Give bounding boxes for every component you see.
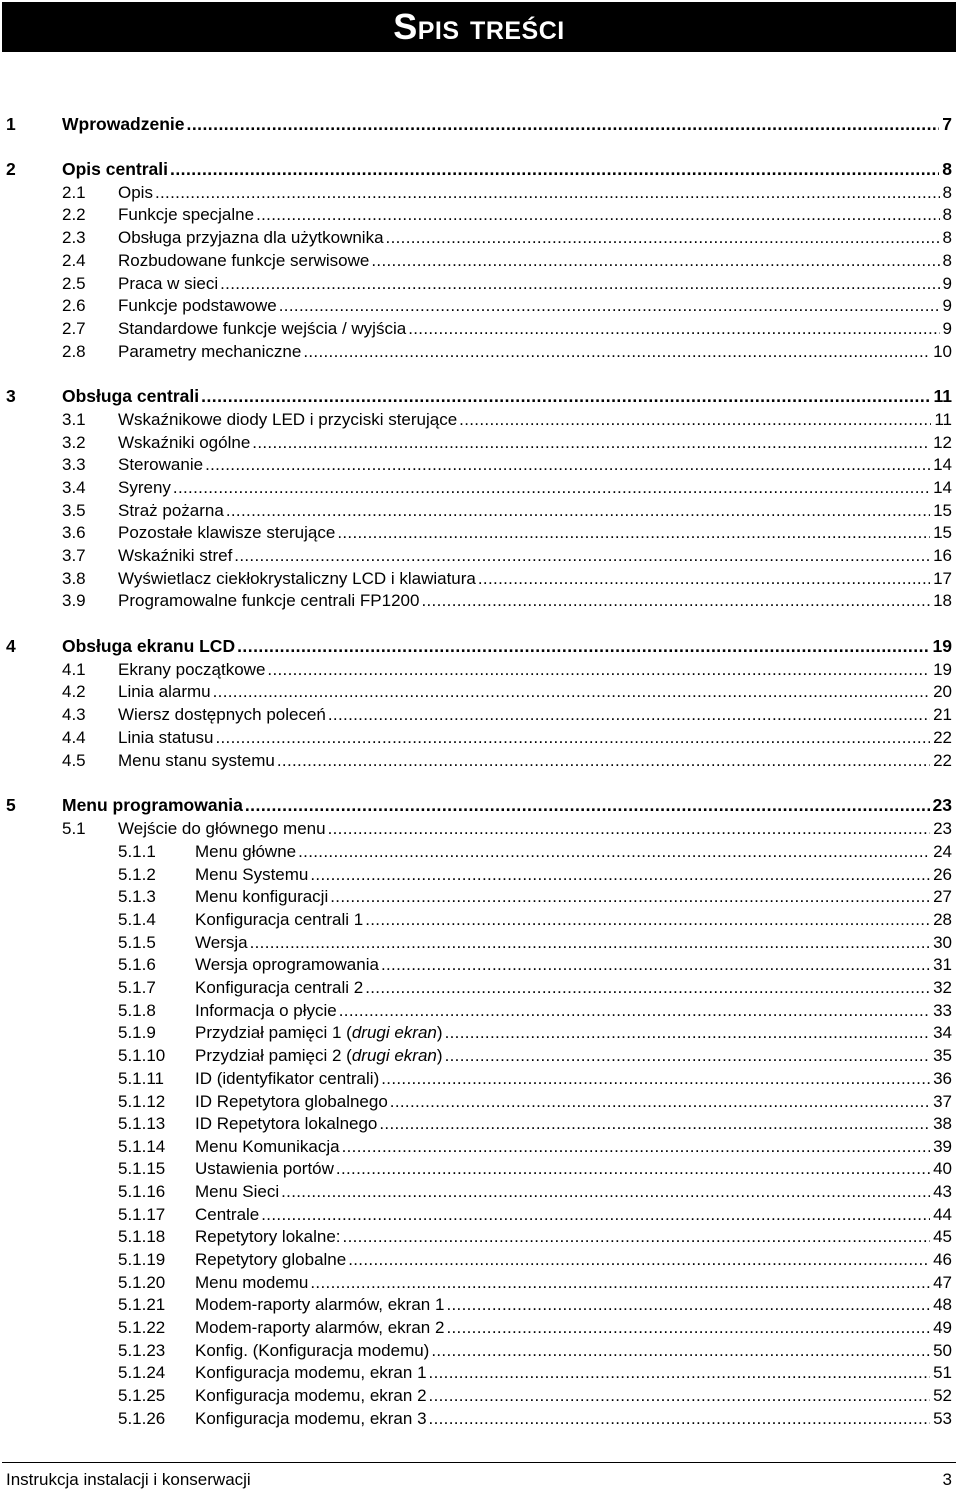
- toc-entry[interactable]: [0, 908, 960, 931]
- toc-entry-number: 2.8: [62, 342, 86, 361]
- toc-entry-page: 8: [942, 183, 952, 202]
- toc-entry-number: 5: [6, 795, 16, 815]
- toc-entry-title: Parametry mechaniczne: [118, 342, 302, 361]
- toc-entry-page: 19: [933, 660, 952, 679]
- toc-entry-title: Funkcje podstawowe: [118, 296, 277, 315]
- toc-dot-leader: [381, 1067, 930, 1090]
- toc-entry[interactable]: [0, 794, 960, 817]
- toc-entry[interactable]: [0, 840, 960, 863]
- toc-entry-number: 5.1.17: [118, 1205, 166, 1224]
- toc-dot-leader: [267, 658, 930, 681]
- toc-entry[interactable]: [0, 1157, 960, 1180]
- toc-dot-leader: [215, 726, 930, 749]
- toc-dot-leader: [336, 1157, 930, 1180]
- toc-entry[interactable]: [0, 589, 960, 612]
- toc-entry-title: Menu Komunikacja: [195, 1137, 340, 1156]
- toc-dot-leader: [220, 272, 939, 295]
- toc-dot-leader: [261, 1203, 930, 1226]
- toc-entry-page: 7: [942, 114, 952, 134]
- toc-entry-page: 18: [933, 591, 952, 610]
- toc-entry[interactable]: [0, 1293, 960, 1316]
- toc-entry-page: 16: [933, 546, 952, 565]
- toc-entry[interactable]: [0, 1271, 960, 1294]
- toc-dot-leader: [445, 1044, 931, 1067]
- toc-entry[interactable]: [0, 1112, 960, 1135]
- toc-dot-leader: [337, 521, 930, 544]
- toc-entry-title: Informacja o płycie: [195, 1001, 337, 1020]
- toc-entry[interactable]: [0, 567, 960, 590]
- toc-dot-leader: [459, 408, 931, 431]
- toc-entry-title: Modem-raporty alarmów, ekran 2: [195, 1318, 445, 1337]
- toc-entry-page: 8: [942, 228, 952, 247]
- toc-dot-leader: [379, 1112, 930, 1135]
- toc-dot-leader: [310, 863, 930, 886]
- toc-entry-number: 2.6: [62, 296, 86, 315]
- toc-entry-page: 15: [933, 523, 952, 542]
- toc-entry-number: 1: [6, 114, 16, 134]
- toc-dot-leader: [371, 249, 939, 272]
- page-title: Spis treści: [393, 6, 565, 47]
- toc-entry-number: 5.1.19: [118, 1250, 166, 1269]
- toc-entry-number: 5.1.8: [118, 1001, 156, 1020]
- toc-entry-page: 43: [933, 1182, 952, 1201]
- toc-dot-leader: [429, 1407, 931, 1430]
- toc-entry[interactable]: [0, 976, 960, 999]
- toc-dot-leader: [478, 567, 930, 590]
- toc-entry-title: Wyświetlacz ciekłokrystaliczny LCD i klawiatura: [118, 569, 476, 588]
- toc-entry-page: 33: [933, 1001, 952, 1020]
- toc-entry-number: 2.7: [62, 319, 86, 338]
- toc-entry-title: Menu Systemu: [195, 865, 309, 884]
- toc-dot-leader: [205, 453, 930, 476]
- toc-entry[interactable]: [0, 1135, 960, 1158]
- toc-entry-page: 22: [933, 751, 952, 770]
- toc-entry-title: Wprowadzenie: [62, 114, 185, 134]
- toc-dot-leader: [250, 931, 930, 954]
- toc-entry[interactable]: [0, 249, 960, 272]
- toc-entry-title: Standardowe funkcje wejścia / wyjścia: [118, 319, 407, 338]
- toc-entry-number: 2.1: [62, 183, 86, 202]
- toc-entry-page: 30: [933, 933, 952, 952]
- toc-entry[interactable]: [0, 726, 960, 749]
- toc-dot-leader: [237, 635, 929, 658]
- toc-entry-page: 50: [933, 1341, 952, 1360]
- toc-entry-number: 5.1.2: [118, 865, 156, 884]
- toc-entry-page: 39: [933, 1137, 952, 1156]
- toc-entry-number: 5.1.4: [118, 910, 156, 929]
- toc-entry-number: 5.1.1: [118, 842, 156, 861]
- toc-entry[interactable]: [0, 999, 960, 1022]
- toc-entry-number: 5.1: [62, 819, 86, 838]
- toc-entry-title: Praca w sieci: [118, 274, 219, 293]
- toc-entry-title: Wejście do głównego menu: [118, 819, 326, 838]
- toc-entry-title: Konfig. (Konfiguracja modemu): [195, 1341, 430, 1360]
- toc-entry-title: Opis centrali: [62, 159, 169, 179]
- toc-entry-page: 9: [942, 274, 952, 293]
- toc-dot-leader: [429, 1384, 931, 1407]
- toc-entry-page: 24: [933, 842, 952, 861]
- toc-entry[interactable]: [0, 113, 960, 136]
- toc-entry-page: 49: [933, 1318, 952, 1337]
- toc-entry-number: 2: [6, 159, 16, 179]
- toc-dot-leader: [342, 1135, 931, 1158]
- toc-dot-leader: [446, 1316, 930, 1339]
- toc-entry[interactable]: [0, 1203, 960, 1226]
- toc-entry-number: 5.1.14: [118, 1137, 166, 1156]
- toc-entry[interactable]: [0, 1090, 960, 1113]
- toc-entry-page: 36: [933, 1069, 952, 1088]
- toc-entry-number: 5.1.18: [118, 1227, 166, 1246]
- toc-entry-number: 3.4: [62, 478, 86, 497]
- toc-entry-page: 46: [933, 1250, 952, 1269]
- toc-dot-leader: [421, 589, 930, 612]
- toc-dot-leader: [365, 976, 930, 999]
- toc-entry-number: 2.5: [62, 274, 86, 293]
- toc-entry-number: 3: [6, 386, 16, 406]
- toc-dot-leader: [348, 1248, 930, 1271]
- toc-dot-leader: [328, 703, 930, 726]
- toc-dot-leader: [256, 203, 939, 226]
- toc-dot-leader: [429, 1361, 931, 1384]
- toc-entry-number: 4.1: [62, 660, 86, 679]
- toc-entry-title: Centrale: [195, 1205, 260, 1224]
- toc-entry-title: Funkcje specjalne: [118, 205, 255, 224]
- toc-entry[interactable]: [0, 1339, 960, 1362]
- toc-entry-title: Rozbudowane funkcje serwisowe: [118, 251, 370, 270]
- toc-entry-title: Menu główne: [195, 842, 297, 861]
- toc-entry-page: 23: [932, 795, 952, 815]
- toc-entry-page: 52: [933, 1386, 952, 1405]
- toc-entry[interactable]: [0, 635, 960, 658]
- toc-entry-number: 4.4: [62, 728, 86, 747]
- toc-dot-leader: [279, 294, 940, 317]
- toc-entry-number: 2.4: [62, 251, 86, 270]
- toc-entry[interactable]: [0, 340, 960, 363]
- toc-entry-page: 31: [933, 955, 952, 974]
- toc-entry-title: Repetytory globalne: [195, 1250, 347, 1269]
- toc-entry-title: ID Repetytora lokalnego: [195, 1114, 378, 1133]
- toc-entry-title: Modem-raporty alarmów, ekran 1: [195, 1295, 445, 1314]
- toc-entry-number: 5.1.9: [118, 1023, 156, 1042]
- toc-entry-number: 4.2: [62, 682, 86, 701]
- toc-dot-leader: [187, 113, 940, 136]
- toc-dot-leader: [234, 544, 930, 567]
- toc-dot-leader: [226, 499, 930, 522]
- toc-entry[interactable]: [0, 658, 960, 681]
- toc-dot-leader: [213, 680, 930, 703]
- toc-entry-title: Konfiguracja centrali 2: [195, 978, 364, 997]
- toc-entry-title: Konfiguracja modemu, ekran 3: [195, 1409, 427, 1428]
- toc-entry-title: Menu konfiguracji: [195, 887, 329, 906]
- toc-entry-number: 5.1.3: [118, 887, 156, 906]
- toc-entry-page: 32: [933, 978, 952, 997]
- toc-dot-leader: [386, 226, 940, 249]
- toc-entry-page: 37: [933, 1092, 952, 1111]
- toc-entry-title: Menu stanu systemu: [118, 751, 275, 770]
- toc-entry-title: Wskaźniki stref: [118, 546, 233, 565]
- toc-entry-page: 22: [933, 728, 952, 747]
- toc-entry-title: Syreny: [118, 478, 171, 497]
- toc-entry[interactable]: [0, 1384, 960, 1407]
- toc-entry-page: 17: [933, 569, 952, 588]
- toc-entry-number: 4.3: [62, 705, 86, 724]
- toc-dot-leader: [445, 1021, 931, 1044]
- toc-entry[interactable]: [0, 453, 960, 476]
- toc-entry-title: Obsługa przyjazna dla użytkownika: [118, 228, 384, 247]
- toc-entry-number: 5.1.6: [118, 955, 156, 974]
- toc-entry-page: 53: [933, 1409, 952, 1428]
- toc-entry[interactable]: [0, 817, 960, 840]
- toc-entry-title: Straż pożarna: [118, 501, 224, 520]
- toc-entry-page: 11: [934, 410, 952, 429]
- toc-entry[interactable]: [0, 226, 960, 249]
- toc-entry-page: 47: [933, 1273, 952, 1292]
- toc-dot-leader: [381, 953, 930, 976]
- toc-dot-leader: [303, 340, 930, 363]
- toc-entry[interactable]: [0, 158, 960, 181]
- toc-entry-title: Wskaźniki ogólne: [118, 433, 251, 452]
- toc-entry-page: 11: [933, 386, 952, 406]
- toc-entry-title: Przydział pamięci 1 (drugi ekran): [195, 1023, 443, 1042]
- toc-dot-leader: [310, 1271, 930, 1294]
- toc-entry[interactable]: [0, 1021, 960, 1044]
- toc-entry-number: 5.1.13: [118, 1114, 166, 1133]
- toc-entry-title: ID Repetytora globalnego: [195, 1092, 388, 1111]
- toc-entry[interactable]: [0, 385, 960, 408]
- toc-entry-page: 20: [933, 682, 952, 701]
- toc-entry[interactable]: [0, 931, 960, 954]
- toc-entry-title: Wersja oprogramowania: [195, 955, 379, 974]
- toc-entry[interactable]: [0, 521, 960, 544]
- toc-entry-title: Obsługa centrali: [62, 386, 200, 406]
- toc-dot-leader: [201, 385, 930, 408]
- toc-entry-number: 3.9: [62, 591, 86, 610]
- toc-entry[interactable]: [0, 476, 960, 499]
- toc-entry-number: 5.1.7: [118, 978, 156, 997]
- toc-entry-title: Menu modemu: [195, 1273, 309, 1292]
- toc-entry-number: 3.6: [62, 523, 86, 542]
- toc-entry-number: 5.1.12: [118, 1092, 166, 1111]
- toc-entry[interactable]: [0, 1180, 960, 1203]
- toc-entry-title: Repetytory lokalne:: [195, 1227, 341, 1246]
- toc-entry-number: 5.1.22: [118, 1318, 166, 1337]
- toc-entry-page: 10: [933, 342, 952, 361]
- toc-entry-page: 21: [933, 705, 952, 724]
- toc-entry-title: Sterowanie: [118, 455, 204, 474]
- toc-entry-page: 28: [933, 910, 952, 929]
- toc-entry[interactable]: [0, 294, 960, 317]
- toc-entry-number: 2.3: [62, 228, 86, 247]
- toc-entry-page: 12: [933, 433, 952, 452]
- toc-entry-number: 3.3: [62, 455, 86, 474]
- toc-entry-number: 5.1.10: [118, 1046, 166, 1065]
- toc-entry-title: Linia alarmu: [118, 682, 211, 701]
- toc-entry-page: 8: [942, 159, 952, 179]
- footer-rule: [2, 1462, 956, 1463]
- toc-entry-title: Menu Sieci: [195, 1182, 280, 1201]
- toc-dot-leader: [281, 1180, 930, 1203]
- toc-entry[interactable]: [0, 1407, 960, 1430]
- toc-entry-number: 5.1.16: [118, 1182, 166, 1201]
- toc-dot-leader: [343, 1225, 931, 1248]
- toc-dot-leader: [298, 840, 930, 863]
- toc-entry-title: Konfiguracja centrali 1: [195, 910, 364, 929]
- toc-entry[interactable]: [0, 317, 960, 340]
- toc-entry-title: ID (identyfikator centrali): [195, 1069, 380, 1088]
- toc-entry[interactable]: [0, 863, 960, 886]
- toc-dot-leader: [173, 476, 930, 499]
- toc-entry-page: 9: [942, 296, 952, 315]
- toc-entry-page: 35: [933, 1046, 952, 1065]
- toc-entry-number: 3.1: [62, 410, 86, 429]
- toc-entry-number: 5.1.24: [118, 1363, 166, 1382]
- toc-entry[interactable]: [0, 203, 960, 226]
- toc-entry-number: 5.1.26: [118, 1409, 166, 1428]
- toc-entry-page: 44: [933, 1205, 952, 1224]
- toc-dot-leader: [155, 181, 940, 204]
- toc-entry-number: 4: [6, 636, 16, 656]
- toc-entry[interactable]: [0, 408, 960, 431]
- toc-entry[interactable]: [0, 499, 960, 522]
- toc-entry[interactable]: [0, 680, 960, 703]
- toc-entry-page: 8: [942, 251, 952, 270]
- toc-entry[interactable]: [0, 1361, 960, 1384]
- toc-entry-title: Programowalne funkcje centrali FP1200: [118, 591, 420, 610]
- toc-entry[interactable]: [0, 544, 960, 567]
- toc-entry-number: 2.2: [62, 205, 86, 224]
- toc-entry-title: Ekrany początkowe: [118, 660, 266, 679]
- toc-entry-page: 40: [933, 1159, 952, 1178]
- toc-dot-leader: [446, 1293, 930, 1316]
- toc-entry-number: 5.1.25: [118, 1386, 166, 1405]
- toc-entry-page: 51: [933, 1363, 952, 1382]
- toc-entry-page: 45: [933, 1227, 952, 1246]
- toc-entry-title: Konfiguracja modemu, ekran 2: [195, 1386, 427, 1405]
- toc-entry-number: 5.1.21: [118, 1295, 166, 1314]
- toc-entry-page: 14: [933, 478, 952, 497]
- footer-document-title: Instrukcja instalacji i konserwacji: [6, 1470, 251, 1489]
- toc-dot-leader: [328, 817, 930, 840]
- toc-entry-number: 5.1.20: [118, 1273, 166, 1292]
- toc-entry-page: 34: [933, 1023, 952, 1042]
- toc-entry-page: 27: [933, 887, 952, 906]
- toc-entry-title: Linia statusu: [118, 728, 214, 747]
- toc-dot-leader: [277, 749, 930, 772]
- toc-entry-number: 5.1.23: [118, 1341, 166, 1360]
- toc-dot-leader: [339, 999, 930, 1022]
- toc-entry-page: 38: [933, 1114, 952, 1133]
- toc-entry-page: 26: [933, 865, 952, 884]
- toc-entry-title: Wskaźnikowe diody LED i przyciski sterujące: [118, 410, 458, 429]
- toc-entry[interactable]: [0, 181, 960, 204]
- toc-entry-number: 3.7: [62, 546, 86, 565]
- toc-entry-number: 3.2: [62, 433, 86, 452]
- toc-dot-leader: [365, 908, 930, 931]
- footer-page-number: 3: [942, 1470, 952, 1489]
- toc-entry-title: Ustawienia portów: [195, 1159, 334, 1178]
- toc-entry-page: 8: [942, 205, 952, 224]
- toc-entry[interactable]: [0, 272, 960, 295]
- toc-entry-page: 14: [933, 455, 952, 474]
- toc-entry-title: Konfiguracja modemu, ekran 1: [195, 1363, 427, 1382]
- toc-entry-number: 4.5: [62, 751, 86, 770]
- toc-entry[interactable]: [0, 1067, 960, 1090]
- toc-entry-number: 5.1.11: [118, 1069, 165, 1088]
- toc-dot-leader: [170, 158, 939, 181]
- toc-entry[interactable]: [0, 1225, 960, 1248]
- toc-entry[interactable]: [0, 703, 960, 726]
- toc-entry[interactable]: [0, 431, 960, 454]
- toc-entry-title: Obsługa ekranu LCD: [62, 636, 236, 656]
- toc-entry-title: Opis: [118, 183, 153, 202]
- toc-entry-page: 23: [933, 819, 952, 838]
- toc-entry-number: 3.5: [62, 501, 86, 520]
- toc-dot-leader: [245, 794, 930, 817]
- toc-entry[interactable]: [0, 749, 960, 772]
- toc-entry-number: 5.1.5: [118, 933, 156, 952]
- toc-entry[interactable]: [0, 1044, 960, 1067]
- toc-entry-title: Menu programowania: [62, 795, 243, 815]
- toc-entry-title: Wiersz dostępnych poleceń: [118, 705, 326, 724]
- toc-dot-leader: [408, 317, 939, 340]
- toc-dot-leader: [390, 1090, 930, 1113]
- toc-entry[interactable]: [0, 1316, 960, 1339]
- toc-dot-leader: [252, 431, 930, 454]
- toc-entry-number: 3.8: [62, 569, 86, 588]
- toc-dot-leader: [330, 885, 930, 908]
- toc-entry[interactable]: [0, 953, 960, 976]
- toc-entry-title: Pozostałe klawisze sterujące: [118, 523, 336, 542]
- toc-entry-number: 5.1.15: [118, 1159, 166, 1178]
- toc-entry-title: Wersja: [195, 933, 248, 952]
- title-banner: [2, 2, 956, 52]
- toc-entry-title: Przydział pamięci 2 (drugi ekran): [195, 1046, 443, 1065]
- toc-entry-page: 48: [933, 1295, 952, 1314]
- toc-entry-page: 9: [942, 319, 952, 338]
- toc-entry[interactable]: [0, 885, 960, 908]
- toc-entry[interactable]: [0, 1248, 960, 1271]
- toc-entry-page: 15: [933, 501, 952, 520]
- toc-entry-page: 19: [932, 636, 952, 656]
- toc-dot-leader: [431, 1339, 930, 1362]
